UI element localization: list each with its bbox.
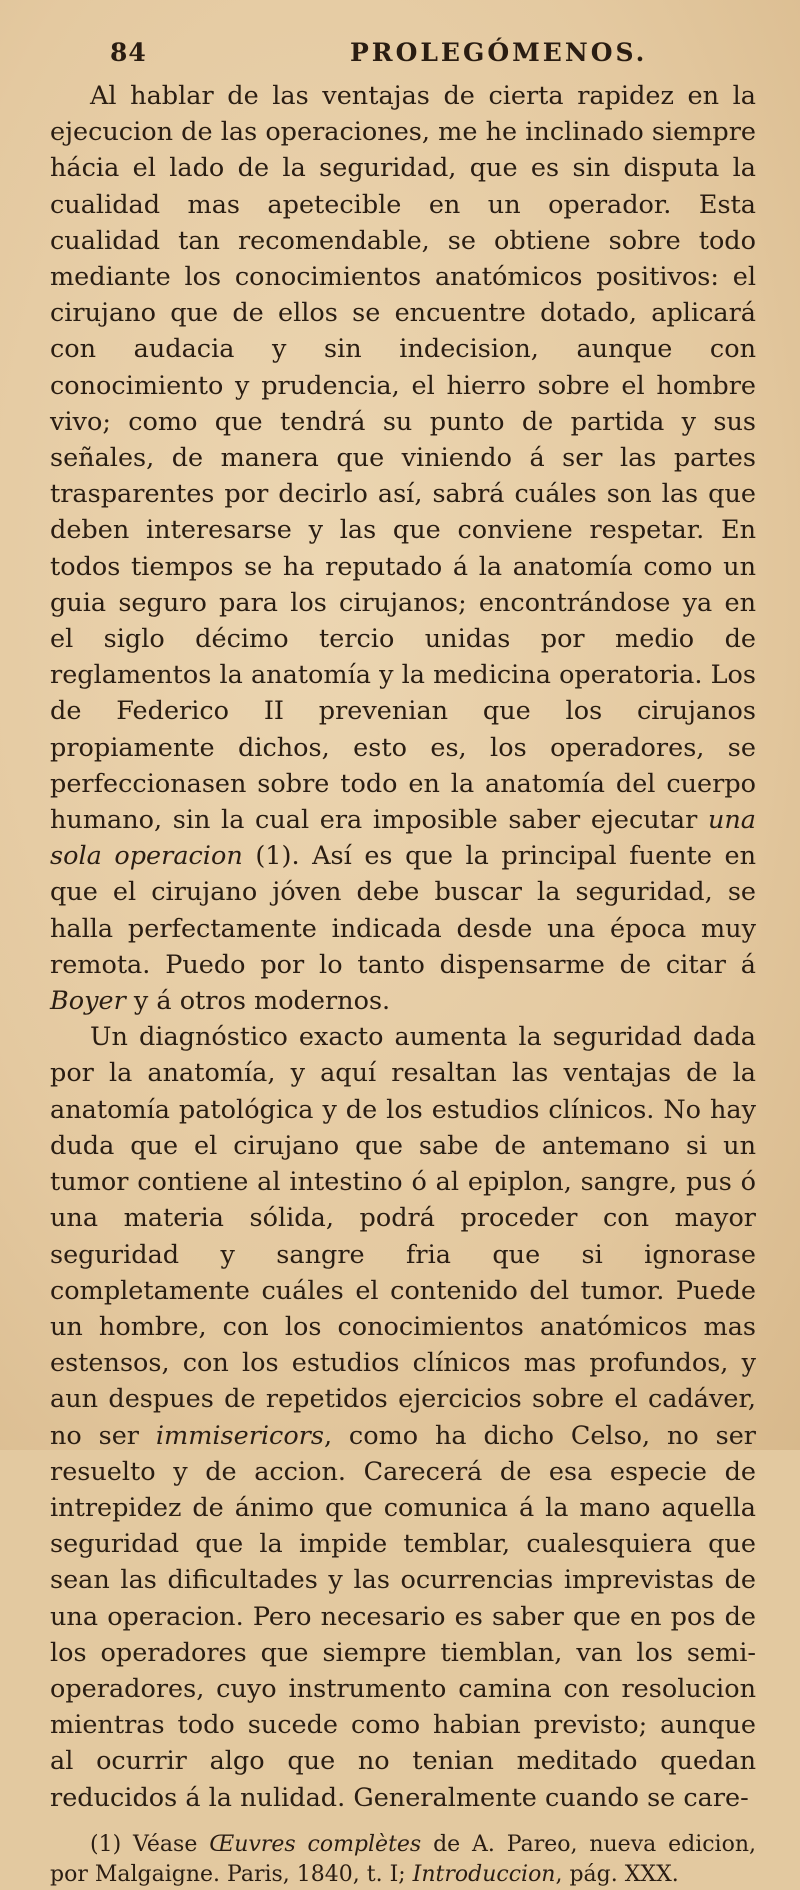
page-header [110,38,756,74]
footnote-text-a: (1) Véase [90,1831,210,1857]
paragraph-2-text-b: , como ha dicho Celso, no ser resuelto y de accion. Carecerá de esa especie de intrepidez de ánimo que comunica á la mano aquella seguridad que la impide temblar, cualesquiera que sean las dificultades y las ocurrencias imprevistas de una operacion. Pero necesario es saber que en pos de los operadores que siempre tiemblan, van los semi-operadores, cuyo instrumento camina con resolucion mientras todo sucede como habian previsto; aunque al ocurrir algo que no tenian meditado quedan reducidos á la nulidad. Generalmente cuando se care- [50,1420,756,1813]
paragraph-1-emphasis-a: una sola operacion [50,805,756,872]
paragraph-1 [50,78,756,1019]
paragraph-1-text-b: (1). Así es que la principal fuente en que el cirujano jóven debe buscar la seguridad, se halla perfectamente indicada desde una época muy remota. Puedo por lo tanto dispensarme de citar á [50,841,756,980]
paragraph-1-text-a: Al hablar de las ventajas de cierta rapidez en la ejecucion de las operaciones, me he inclinado siempre hácia el lado de la seguridad, que es sin disputa la cualidad mas apetecible en un operador. Esta cualidad tan recomendable, se obtiene sobre todo mediante los conocimientos anatómicos positivos: el cirujano que de ellos se encuentre dotado, aplicará con audacia y sin indecision, aunque con conocimiento y prudencia, el hierro sobre el hombre vivo; como que tendrá su punto de partida y sus señales, de manera que viniendo á ser las partes trasparentes por decirlo así, sabrá cuáles son las que deben interesarse y las que conviene respetar. En todos tiempos se ha reputado á la anatomía como un guia seguro para los cirujanos; encontrándose ya en el siglo décimo tercio unidas por medio de reglamentos la anatomía y la medicina operatoria. Los de Federico II prevenian que los cirujanos propiamente dichos, esto es, los operadores, se perfeccionasen sobre todo en la anatomía del cuerpo humano, sin la cual era imposible saber ejecutar [50,81,756,836]
footnote-emphasis-a: Œuvres complètes [209,1831,422,1857]
paragraph-2 [50,1019,756,1815]
paragraph-2-emphasis-a: immisericors [155,1420,324,1451]
footnote-text-c: , pág. XXX. [555,1861,679,1887]
body-text [50,78,756,1816]
footnote-emphasis-b: Introduccion [412,1861,556,1887]
running-head: PROLEGÓMENOS. [350,38,648,67]
paragraph-1-emphasis-b: Boyer [50,986,126,1017]
page-number: 84 [110,38,147,67]
paragraph-1-text-c: y á otros modernos. [125,986,391,1017]
paragraph-2-text-a: Un diagnóstico exacto aumenta la seguridad dada por la anatomía, y aquí resaltan las ventajas de la anatomía patológica y de los estudios clínicos. No hay duda que el cirujano que sabe de antemano si un tumor contiene al intestino ó al epiplon, sangre, pus ó una materia sólida, podrá proceder con mayor seguridad y sangre fria que si ignorase completamente cuáles el contenido del tumor. Puede un hombre, con los conocimientos anatómicos mas estensos, con los estudios clínicos mas profundos, y aun despues de repetidos ejercicios sobre el cadáver, no ser [50,1022,756,1451]
footnote-text-b: de A. Pareo, nueva edicion, por Malgaigne. Paris, 1840, t. I; [50,1831,756,1887]
footnote [50,1830,756,1890]
